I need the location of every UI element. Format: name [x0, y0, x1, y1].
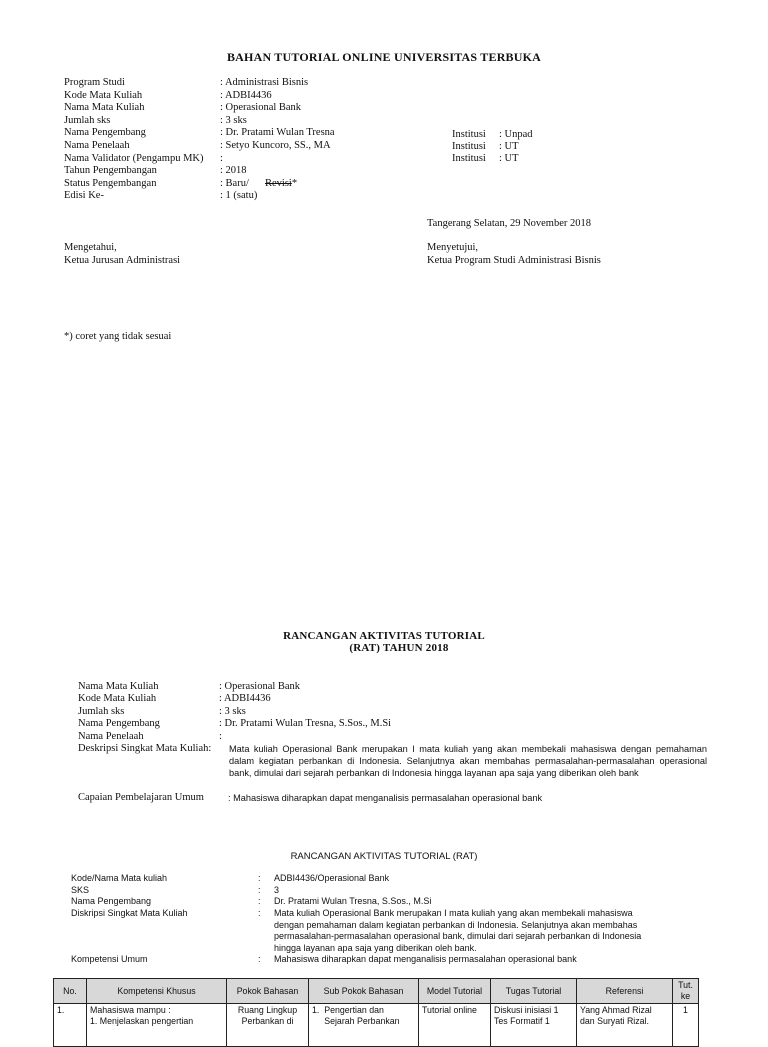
col-header-referensi: Referensi: [577, 979, 673, 1004]
col-header-pokok: Pokok Bahasan: [227, 979, 309, 1004]
info-label: SKS: [71, 884, 90, 895]
info-value: ADBI4436/Operasional Bank: [274, 873, 390, 883]
info-label: Kode/Nama Mata kuliah: [71, 873, 168, 883]
description-label: Deskripsi Singkat Mata Kuliah:: [78, 743, 212, 754]
rat-table: [53, 978, 699, 1047]
table-row: [54, 1004, 699, 1047]
info-label: Program Studi: [64, 77, 125, 88]
info-colon: :: [258, 873, 261, 883]
cell-sub-pokok: 1. Pengertian dan Sejarah Perbankan: [309, 1004, 419, 1047]
approve-label: Menyetujui,: [427, 242, 479, 253]
competency-label: Kompetensi Umum: [71, 954, 148, 964]
info-label: Nama Pengembang: [64, 127, 146, 139]
info-label: Kode Mata Kuliah: [64, 89, 143, 101]
learning-outcome-label: Capaian Pembelajaran Umum: [78, 792, 204, 803]
info-value: : Dr. Pratami Wulan Tresna: [220, 127, 335, 139]
description-colon: :: [258, 908, 261, 918]
competency-text: Mahasiswa diharapkan dapat menganalisis permasalahan operasional bank: [274, 954, 577, 964]
page-title: BAHAN TUTORIAL ONLINE UNIVERSITAS TERBUKA: [226, 50, 542, 64]
info-label: Nama Penelaah: [78, 730, 144, 742]
description-text: Mata kuliah Operasional Bank merupakan I mata kuliah yang akan membekali mahasiswa dengan pemahaman dalam kegiatan perbankan di Indonesia. Selanjutnya akan membahas permasalahan-permasalahan operasional bank, dimulai dari sejarah perbankan di Indonesia hingga layanan apa saja yang diberikan oleh bank.: [274, 908, 642, 953]
rat-title: RANCANGAN AKTIVITAS TUTORIAL: [283, 630, 485, 642]
description-text: Mata kuliah Operasional Bank merupakan I mata kuliah yang akan membekali mahasiswa dengan pemahaman dalam kegiatan perbankan di Indonesia. Selanjutnya akan membahas permasalahan-permasalahan operasional bank, dimulai dari sejarah perbankan di Indonesia hingga layanan apa saja yang diberikan oleh bank: [229, 744, 707, 778]
description-label: Diskripsi Singkat Mata Kuliah: [71, 908, 188, 918]
cell-tut: 1: [673, 1004, 699, 1047]
info-value: : Operasional Bank: [219, 681, 301, 692]
cell-kompetensi: Mahasiswa mampu : 1. Menjelaskan pengertian: [87, 1004, 227, 1047]
approve-title: Ketua Program Studi Administrasi Bisnis: [427, 255, 601, 266]
acknowledge-label: Mengetahui,: [64, 242, 117, 253]
info-value: : ADBI4436: [219, 693, 271, 705]
info-label: Nama Pengembang: [78, 718, 160, 730]
rat-subtitle: (RAT) TAHUN 2018: [349, 642, 449, 654]
footnote: *) coret yang tidak sesuai: [64, 331, 172, 342]
col-header-kompetensi: Kompetensi Khusus: [87, 979, 227, 1004]
col-header-sub-pokok: Sub Pokok Bahasan: [309, 979, 419, 1004]
acknowledge-title: Ketua Jurusan Administrasi: [64, 255, 181, 266]
cell-no: 1.: [54, 1004, 87, 1047]
info-value: :: [219, 730, 222, 742]
info-colon: :: [258, 884, 261, 895]
col-header-model: Model Tutorial: [419, 979, 491, 1004]
table-header-row: [54, 979, 699, 1004]
info-value: : Operasional Bank: [220, 102, 302, 114]
info-label: Kode Mata Kuliah: [78, 693, 157, 705]
info-value: : 2018: [220, 165, 247, 177]
info-value: : Administrasi Bisnis: [220, 77, 309, 88]
info-label: Nama Validator (Pengampu MK): [64, 152, 204, 164]
info-value: 3: [274, 884, 280, 895]
place-date: Tangerang Selatan, 29 November 2018: [427, 218, 592, 229]
info-value: : 3 sks: [220, 114, 247, 126]
info-colon: :: [258, 896, 261, 907]
status-revision-struck: Revisi: [265, 177, 292, 189]
info-label: Edisi Ke-: [64, 190, 104, 202]
info-value: :: [220, 152, 223, 164]
info-value: : 3 sks: [219, 705, 246, 717]
competency-colon: :: [258, 954, 261, 964]
info-value: : Baru/: [220, 177, 249, 189]
cell-model: Tutorial online: [419, 1004, 491, 1047]
info-value: : ADBI4436: [220, 89, 272, 101]
info-value: : Setyo Kuncoro, SS., MA: [220, 140, 331, 151]
info-label: Nama Mata Kuliah: [64, 102, 145, 114]
cell-referensi: Yang Ahmad Rizal dan Suryati Rizal.: [577, 1004, 673, 1047]
rat-table-title: RANCANGAN AKTIVITAS TUTORIAL (RAT): [290, 851, 478, 862]
info-label: Tahun Pengembangan: [64, 165, 157, 177]
col-header-no: No.: [54, 979, 87, 1004]
info-value: Dr. Pratami Wulan Tresna, S.Sos., M.Si: [274, 896, 432, 907]
learning-outcome-text: : Mahasiswa diharapkan dapat menganalisis permasalahan operasional bank: [228, 793, 543, 803]
status-asterisk: *: [291, 177, 298, 189]
cell-tugas: Diskusi inisiasi 1 Tes Formatif 1: [491, 1004, 577, 1047]
info-value: : Dr. Pratami Wulan Tresna, S.Sos., M.Si: [219, 718, 392, 730]
info-label: Nama Penelaah: [64, 140, 130, 151]
info-label: Jumlah sks: [64, 114, 111, 126]
info-label: Status Pengembangan: [64, 177, 157, 189]
cell-pokok: Ruang Lingkup Perbankan di: [227, 1004, 309, 1047]
info-label: Jumlah sks: [78, 705, 125, 717]
info-label: Nama Mata Kuliah: [78, 681, 159, 692]
col-header-tugas: Tugas Tutorial: [491, 979, 577, 1004]
info-value: : 1 (satu): [220, 190, 258, 202]
info-label: Nama Pengembang: [71, 896, 152, 907]
col-header-tut: Tut. ke: [673, 979, 699, 1004]
